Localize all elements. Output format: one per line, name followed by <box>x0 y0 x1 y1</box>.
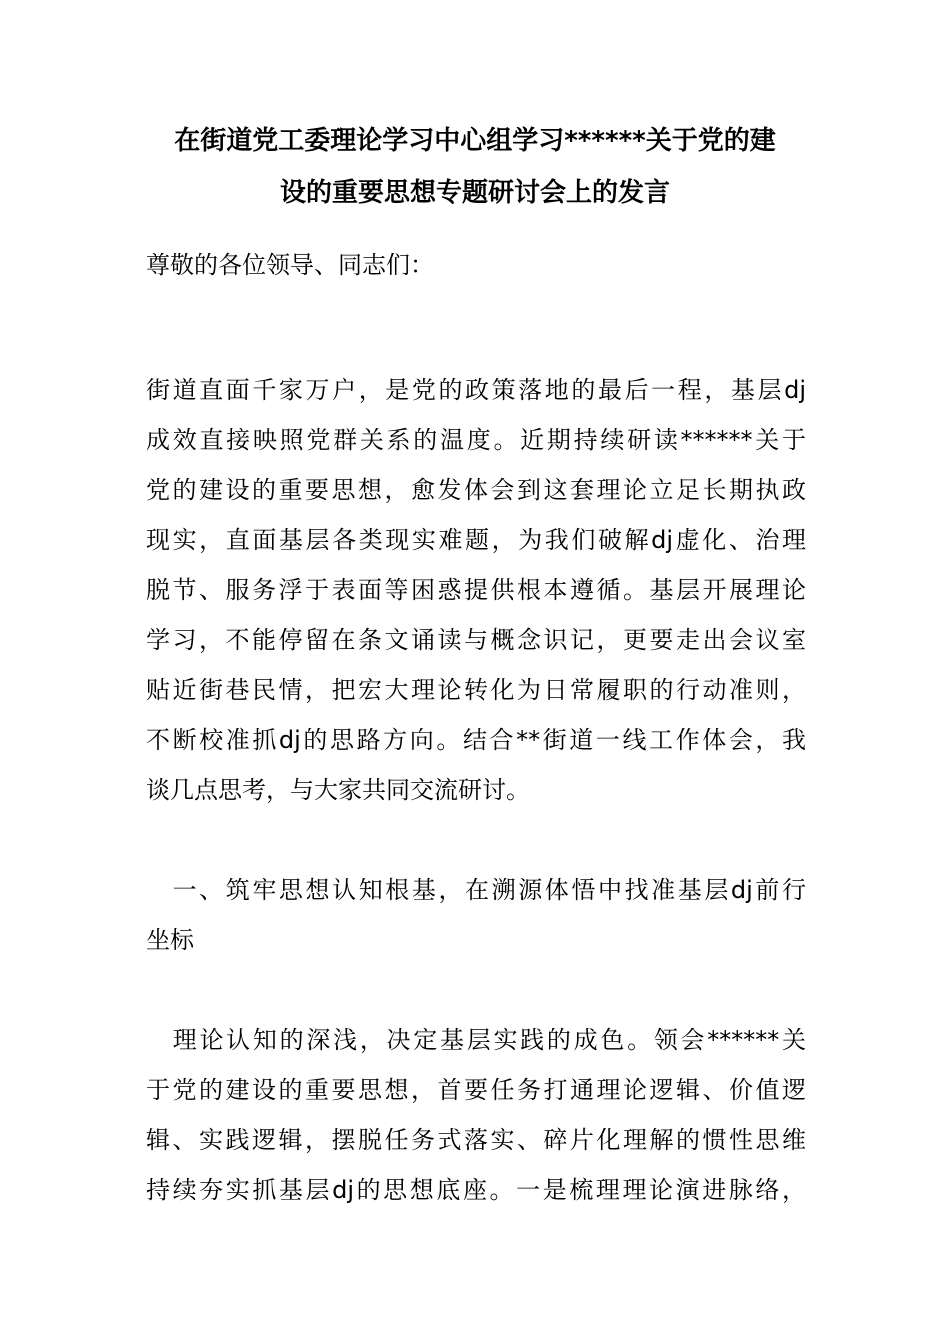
document-title <box>130 115 820 219</box>
paragraph-line: 辑、实践逻辑，摆脱任务式落实、碎片化理解的惯性思维 <box>146 1126 806 1154</box>
section-heading: 一、筑牢思想认知根基，在溯源体悟中找准基层dj前行 <box>146 876 806 904</box>
paragraph-line: 于党的建设的重要思想，首要任务打通理论逻辑、价值逻 <box>146 1076 806 1104</box>
paragraph-line: 不断校准抓dj的思路方向。结合**街道一线工作体会，我 <box>146 726 806 754</box>
title-line: 在街道党工委理论学习中心组学习******关于党的建 <box>174 126 776 156</box>
salutation: 尊敬的各位领导、同志们： <box>146 251 434 279</box>
paragraph-line: 持续夯实抓基层dj的思想底座。一是梳理理论演进脉络， <box>146 1176 806 1204</box>
paragraph-line: 谈几点思考，与大家共同交流研讨。 <box>146 776 530 804</box>
paragraph-line: 脱节、服务浮于表面等困惑提供根本遵循。基层开展理论 <box>146 576 806 604</box>
paragraph-line: 党的建设的重要思想，愈发体会到这套理论立足长期执政 <box>146 476 806 504</box>
title-line: 设的重要思想专题研讨会上的发言 <box>279 178 670 208</box>
paragraph-line: 学习，不能停留在条文诵读与概念识记，更要走出会议室 <box>146 626 806 654</box>
paragraph-line: 成效直接映照党群关系的温度。近期持续研读******关于 <box>146 426 806 454</box>
paragraph-line: 理论认知的深浅，决定基层实践的成色。领会******关 <box>146 1026 806 1054</box>
paragraph-line: 街道直面千家万户，是党的政策落地的最后一程，基层dj <box>146 376 806 404</box>
paragraph-line: 现实，直面基层各类现实难题，为我们破解dj虚化、治理 <box>146 526 806 554</box>
paragraph-line: 贴近街巷民情，把宏大理论转化为日常履职的行动准则， <box>146 676 806 704</box>
section-heading: 坐标 <box>146 926 194 954</box>
